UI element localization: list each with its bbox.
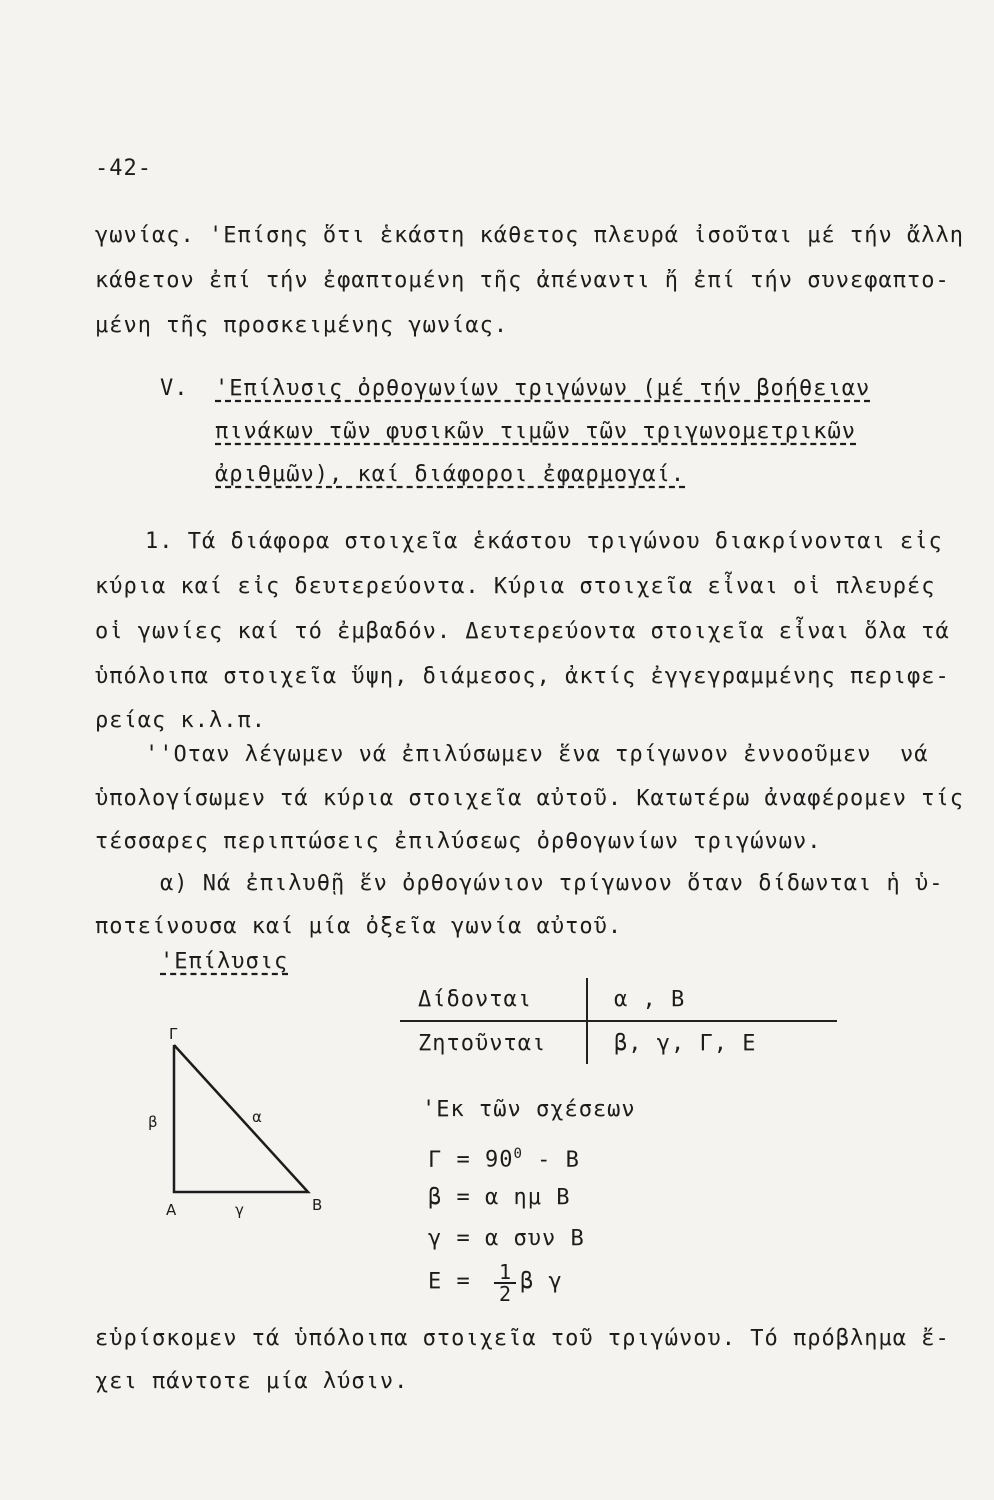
- formula-area: Ε =: [428, 1269, 471, 1294]
- section-title-line: ἀριθμῶν), καί διάφοροι ἐφαρμογαί.: [215, 462, 686, 487]
- sought-label: Ζητοῦνται: [400, 1021, 587, 1064]
- table-row: [400, 1021, 837, 1064]
- relations-heading: 'Εκ τῶν σχέσεων: [422, 1097, 636, 1122]
- paragraph-line: τέσσαρες περιπτώσεις ἐπιλύσεως ὀρθογωνίων τριγώνων.: [95, 829, 822, 854]
- given-value: α , Β: [587, 978, 837, 1021]
- formula-gamma: $\Gamma = 90^0 - B$: [428, 1146, 580, 1173]
- paragraph-line: ''Οταν λέγωμεν νά ἐπιλύσωμεν ἕνα τρίγωνον ἐννοοῦμεν νά: [145, 742, 929, 767]
- intro-line: μένη τῆς προσκειμένης γωνίας.: [95, 313, 509, 338]
- vertex-gamma: Γ: [169, 1025, 178, 1043]
- paragraph-line: ὑπολογίσωμεν τά κύρια στοιχεῖα αὐτοῦ. Κατωτέρω ἀναφέρομεν τίς: [95, 786, 964, 811]
- paragraph-line: ὑπόλοιπα στοιχεῖα ὕψη, διάμεσος, ἀκτίς ἐγγεγραμμένης περιφε-: [95, 664, 950, 689]
- section-title-line: πινάκων τῶν φυσικῶν τιμῶν τῶν τριγωνομετρικῶν: [215, 419, 857, 444]
- closing-line: χει πάντοτε μία λύσιν.: [95, 1369, 409, 1394]
- side-gamma-label: γ: [235, 1201, 244, 1219]
- formula-gamma-side: γ = α συν Β: [428, 1226, 585, 1251]
- paragraph-line: κύρια καί εἰς δευτερεύοντα. Κύρια στοιχεῖα εἶναι οἱ πλευρές: [95, 574, 936, 599]
- intro-line: κάθετον ἐπί τήν ἐφαπτομένη τῆς ἀπέναντι ἤ ἐπί τήν συνεφαπτο-: [95, 268, 950, 293]
- section-title-line: 'Επίλυσις ὀρθογωνίων τριγώνων (μέ τήν βοήθειαν: [215, 376, 871, 401]
- right-triangle-figure: [140, 1025, 340, 1225]
- section-label: V.: [160, 376, 189, 401]
- side-beta-label: β: [148, 1113, 158, 1131]
- table-row: [400, 978, 837, 1021]
- given-sought-table: [400, 978, 837, 1064]
- vertex-beta: Β: [312, 1196, 323, 1214]
- vertex-alpha: Α: [166, 1201, 177, 1219]
- case-line: ποτείνουσα καί μία ὀξεῖα γωνία αὐτοῦ.: [95, 914, 623, 939]
- solution-heading: 'Επίλυσις: [160, 949, 289, 974]
- formula-area-tail: β γ: [520, 1269, 563, 1294]
- paragraph-line: 1. Τά διάφορα στοιχεῖα ἑκάστου τριγώνου διακρίνονται εἰς: [145, 529, 943, 554]
- given-label: Δίδονται: [400, 978, 587, 1021]
- intro-line: γωνίας. 'Επίσης ὅτι ἑκάστη κάθετος πλευρά ἰσοῦται μέ τήν ἄλλη: [95, 223, 964, 248]
- paragraph-line: οἱ γωνίες καί τό ἐμβαδόν. Δευτερεύοντα στοιχεῖα εἶναι ὅλα τά: [95, 619, 950, 644]
- formula-beta: β = α ημ Β: [428, 1185, 571, 1210]
- paragraph-line: ρείας κ.λ.π.: [95, 708, 266, 733]
- triangle-outline: [174, 1045, 308, 1192]
- case-line: α) Νά ἐπιλυθῇ ἕν ὀρθογώνιον τρίγωνον ὅταν δίδωνται ἡ ὑ-: [160, 871, 944, 896]
- sought-value: β, γ, Γ, Ε: [614, 1030, 757, 1056]
- page-number: -42-: [95, 156, 152, 181]
- side-alpha-label: α: [252, 1108, 262, 1126]
- fraction-one-half: $\frac{1}{2}$: [494, 1262, 516, 1304]
- closing-line: εὑρίσκομεν τά ὑπόλοιπα στοιχεῖα τοῦ τριγώνου. Τό πρόβλημα ἔ-: [95, 1326, 950, 1351]
